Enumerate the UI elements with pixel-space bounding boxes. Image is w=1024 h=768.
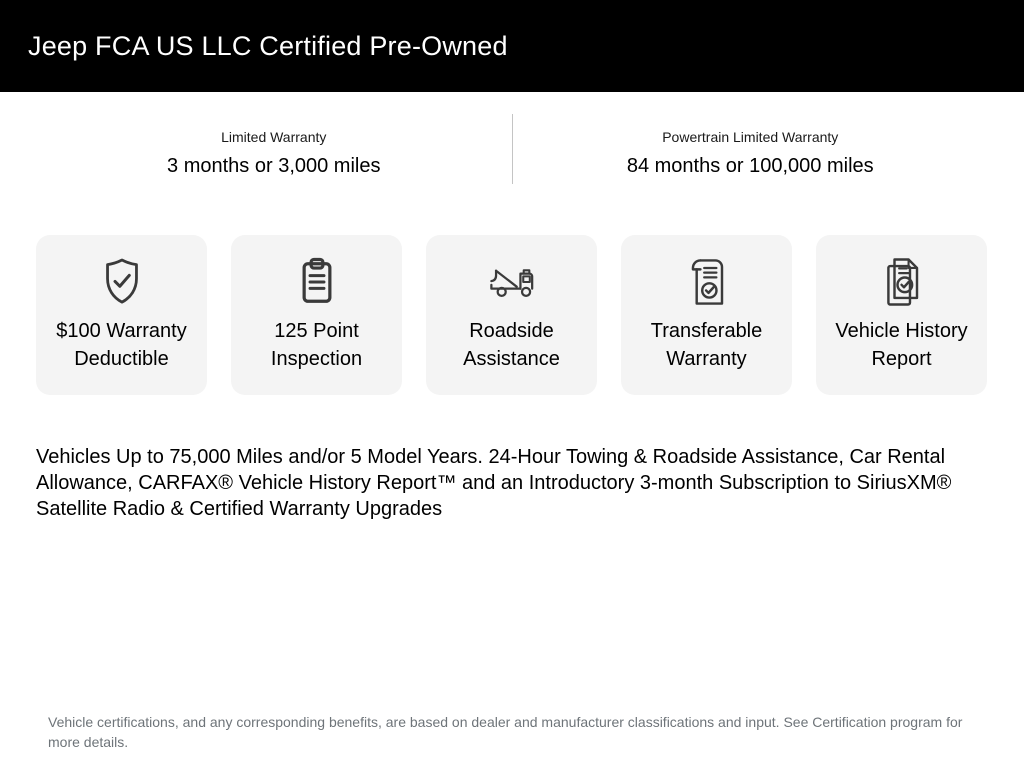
shield-check-icon [92, 252, 152, 312]
benefit-cards [36, 235, 988, 395]
limited-warranty-value: 3 months or 3,000 miles [167, 155, 381, 177]
clipboard-checklist-icon [287, 252, 347, 312]
card-point-inspection [231, 235, 402, 395]
card-warranty-deductible [36, 235, 207, 395]
powertrain-warranty-value: 84 months or 100,000 miles [626, 155, 874, 177]
card-label: $100 Warranty Deductible [56, 320, 187, 370]
warranty-receipt-check-icon [677, 252, 737, 312]
page-title: Jeep FCA US LLC Certified Pre-Owned [28, 30, 508, 61]
card-label: 125 Point Inspection [270, 320, 363, 370]
card-label: Roadside Assistance [463, 320, 560, 370]
warranty-summary [36, 114, 988, 184]
certification-header [0, 0, 1024, 92]
card-label: Vehicle History Report [835, 320, 968, 370]
program-description: Vehicles Up to 75,000 Miles and/or 5 Model Years. 24-Hour Towing & Roadside Assistance, Car Rental Allowance, CARFAX® Vehicle History Report™ and an Introductory 3-month Subscription to SiriusXM® Satellite Radio & Certified Warranty Upgrades [36, 446, 952, 520]
limited-warranty-column [36, 114, 512, 184]
limited-warranty-label: Limited Warranty [221, 129, 327, 145]
card-roadside-assistance [426, 235, 597, 395]
card-transferable-warranty [621, 235, 792, 395]
powertrain-warranty-column [513, 114, 989, 184]
card-label: Transferable Warranty [650, 320, 763, 370]
certification-disclaimer: Vehicle certifications, and any corresponding benefits, are based on dealer and manufacturer classifications and input. See Certification program for more details. [48, 714, 963, 750]
card-vehicle-history-report [816, 235, 987, 395]
tow-truck-icon [482, 252, 542, 312]
documents-check-icon [872, 252, 932, 312]
powertrain-warranty-label: Powertrain Limited Warranty [662, 129, 839, 145]
